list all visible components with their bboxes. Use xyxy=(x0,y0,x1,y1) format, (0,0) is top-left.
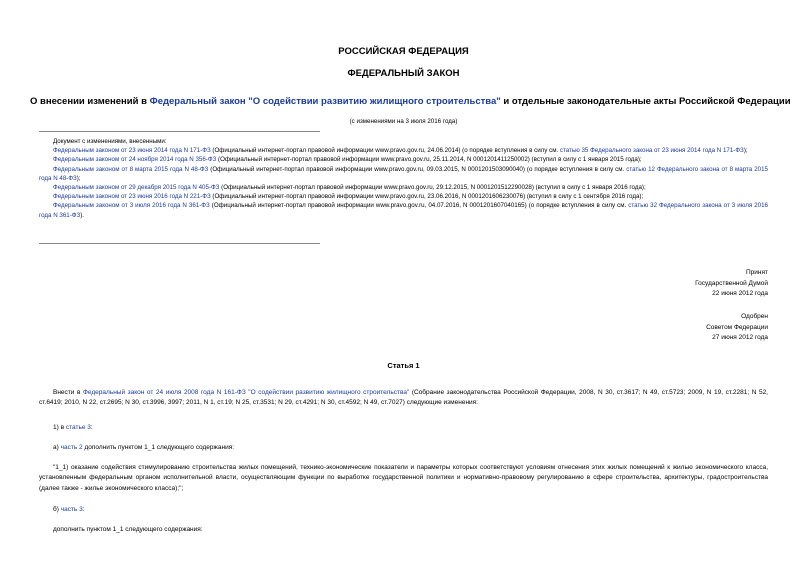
change-law-link[interactable]: Федеральным законом от 8 марта 2015 года N 48-ФЗ xyxy=(53,165,209,173)
change-law-link[interactable]: Федеральным законом от 29 декабря 2015 года N 405-ФЗ xyxy=(53,184,220,192)
title-suffix: и отдельные законодательные акты Российской Федерации xyxy=(500,96,791,107)
change-article-link[interactable]: статью 35 Федерального закона от 23 июня 2014 года N 171-ФЗ xyxy=(559,147,744,155)
title-law-link[interactable]: Федеральный закон "О содействии развитию жилищного строительства" xyxy=(149,96,501,107)
changes-list xyxy=(39,137,768,220)
adopted-block: Принят Государственной Думой 22 июня 2012 года xyxy=(695,269,768,297)
article-paragraph-1: Внести в Федеральный закон от 24 июля 2008 года N 161-ФЗ "О содействии развитию жилищного строительства" (Собрание законодательства Российской Федерации, 2008, N 30, ст.3617; N 49, ст.5723; 2009, N 19, ст.2281; N 52, ст.6419; 2010, N 22, ст.2695; N 30, ст.3996, 3997; 2011, N 1, ст.19; N 25, ст.3531; N 29, ст.4291; N 30, ст.4592; N 49, ст.7027) следующие изменения: xyxy=(39,389,768,407)
divider-top xyxy=(39,131,320,132)
approved-block: Одобрен Советом Федерации 27 июня 2012 года xyxy=(706,313,768,341)
change-item: Федеральным законом от 23 июня 2014 года N 171-ФЗ (Официальный интернет-портал правовой информации www.pravo.gov.ru, 24.06.2014) (о порядке вступления в силу см. статью 35 Федерального закона от 23 июня 2014 года N 171-ФЗ); xyxy=(53,147,748,155)
change-law-link[interactable]: Федеральным законом от 3 июля 2016 года N 361-ФЗ xyxy=(53,202,210,210)
change-item: Федеральным законом от 3 июля 2016 года N 361-ФЗ (Официальный интернет-портал правовой информации www.pravo.gov.ru, 04.07.2016, N 0001201607040165) (о порядке вступления в силу см. статью 32 Федерального закона от 3 июля 2016 года N 361-ФЗ). xyxy=(39,202,768,219)
change-article-link[interactable]: статью 32 Федерального закона от 3 июля 2016 года N 361-ФЗ xyxy=(39,202,768,219)
document-title xyxy=(30,96,791,107)
change-item: Федеральным законом от 8 марта 2015 года N 48-ФЗ (Официальный интернет-портал правовой информации www.pravo.gov.ru, 09.03.2015, N 0001201503090040) (о порядке вступления в силу см. статью 12 Федерального закона от 8 марта 2015 года N 48-ФЗ); xyxy=(39,165,768,182)
article-item-b: б) часть 3: xyxy=(53,506,85,513)
changes-intro: Документ с изменениями, внесенными: xyxy=(53,138,167,145)
article-3-link[interactable]: статье 3 xyxy=(65,424,91,431)
change-item: Федеральным законом от 29 декабря 2015 года N 405-ФЗ (Официальный интернет-портал правовой информации www.pravo.gov.ru, 29.12.2015, N 0001201512290028) (вступил в силу с 1 января 2016 года); xyxy=(53,184,646,192)
change-item: Федеральным законом от 24 ноября 2014 года N 356-ФЗ (Официальный интернет-портал правовой информации www.pravo.gov.ru, 25.11.2014, N 0001201411250002) (вступил в силу с 1 января 2015 года); xyxy=(53,156,642,164)
article-quote: "1_1) оказание содействия стимулированию строительства жилых помещений, технико-экономические показатели и параметры которых соответствуют условиям отнесения этих жилых помещений к жилью экономического класса, установленным федеральным органом исполнительной власти, осуществляющим функции по выработке государственной политики и нормативно-правовому регулированию в сфере строительства, архитектуры, градостроительства (далее также - жилье экономического класса);"; xyxy=(39,464,768,492)
article-item-b-text: дополнить пунктом 1_1 следующего содержания: xyxy=(53,526,203,533)
change-article-link[interactable]: статью 12 Федерального закона от 8 марта 2015 года N 48-ФЗ xyxy=(39,165,768,182)
title-prefix: О внесении изменений в xyxy=(30,96,150,107)
part-3-link[interactable]: часть 3 xyxy=(60,506,83,513)
article-item-1: 1) в статье 3: xyxy=(53,424,93,431)
change-item: Федеральным законом от 23 июня 2016 года N 221-ФЗ (Официальный интернет-портал правовой информации www.pravo.gov.ru, 23.06.2016, N 0001201606230076) (вступил в силу с 1 сентября 2016 года); xyxy=(53,193,644,201)
article-title: Статья 1 xyxy=(387,361,420,370)
revision-note: (с изменениями на 3 июля 2016 года) xyxy=(349,118,458,125)
law-type-heading: ФЕДЕРАЛЬНЫЙ ЗАКОН xyxy=(347,68,460,79)
change-law-link[interactable]: Федеральным законом от 24 ноября 2014 года N 356-ФЗ xyxy=(53,156,217,164)
article-item-a: а) часть 2 дополнить пунктом 1_1 следующего содержания: xyxy=(53,444,235,451)
change-law-link[interactable]: Федеральным законом от 23 июня 2014 года N 171-ФЗ xyxy=(53,147,211,155)
divider-bottom xyxy=(39,243,320,244)
part-2-link[interactable]: часть 2 xyxy=(60,444,83,451)
law-161-link[interactable]: Федеральный закон от 24 июля 2008 года N 161-ФЗ "О содействии развитию жилищного строительства" xyxy=(82,389,410,396)
country-heading: РОССИЙСКАЯ ФЕДЕРАЦИЯ xyxy=(338,46,469,57)
change-law-link[interactable]: Федеральным законом от 23 июня 2016 года N 221-ФЗ xyxy=(53,193,211,201)
